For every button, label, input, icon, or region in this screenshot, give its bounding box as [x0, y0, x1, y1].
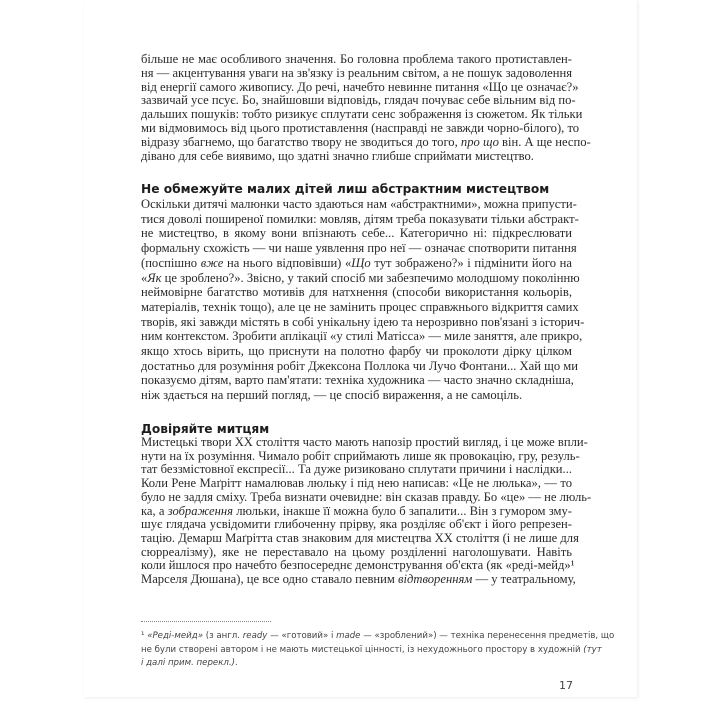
text-line [141, 256, 572, 271]
text-line [141, 93, 576, 108]
text-segment: це зроблено?». Звісно, у такий спосіб ми забезпечимо молодшому поколінню [161, 270, 580, 285]
text-line [141, 530, 579, 546]
text-line [141, 644, 602, 658]
text-line [141, 285, 572, 300]
text-segment: — «готовий» і [267, 631, 337, 641]
text-segment: шує глядача усвідомити глибоченну прірву, яка розділяє об'єкт і його репрезен- [141, 517, 572, 532]
text-segment: « [141, 270, 148, 285]
text-line [141, 314, 585, 330]
text-segment: він. А ще неспо- [498, 134, 591, 149]
italic-text: made [336, 631, 361, 641]
text-segment: коли йшлося про начебто безпосереднє демонстрування об'єкта (як «реді-мейд»¹ [141, 558, 575, 573]
text-segment: люльки, інакше її можна було б запалити... Він з гумором зму- [233, 503, 572, 518]
text-line [141, 489, 592, 505]
text-line [141, 558, 575, 573]
text-line [141, 241, 577, 256]
italic-text: Як [147, 270, 162, 285]
text-line [141, 134, 591, 150]
text-segment: якщо хтось вірить, що приснути на полотно фарбу чи проколоти дірку цілком [141, 344, 572, 359]
text-segment: — «зроблений») — техніка перенесення предметів, що [360, 631, 615, 641]
text-segment: ним контекстом. Зробити аплікації «у стилі Матісса» — миле заняття, але прикро, [141, 329, 583, 344]
text-segment: відразу збагнемо, що багатство твору не зводиться до того, [141, 134, 461, 149]
text-segment: ня — акцентування уваги на зв'язку із реальним світом, а не пошук задоволення [141, 65, 572, 80]
text-line [141, 299, 579, 315]
text-line [141, 226, 572, 241]
text-segment: від енергії самого живопису. До речі, начебто невинне питання «Що це означає?» [141, 79, 579, 94]
text-line [141, 546, 572, 560]
text-line [141, 197, 577, 212]
text-line [141, 79, 579, 95]
italic-text: відтворенням [398, 572, 473, 587]
text-segment: показуємо дітям, варто пам'ятати: техніка художника — часто значно складніша, [141, 373, 574, 388]
text-line [141, 518, 572, 532]
text-segment: на нього відповівши) « [223, 255, 352, 270]
text-segment: дальших пошуків: тобто ризикує сплутати сенс зображення із сюжетом. Як тільки [141, 107, 583, 122]
text-segment: творів, які завжди містять в собі унікальну ідею та нерозривно пов'язані з історич- [141, 314, 585, 329]
text-line [141, 463, 572, 477]
text-segment: . [234, 658, 238, 668]
section-heading-trust-artists: Довіряйте митцям [141, 422, 270, 436]
text-segment: ¹ [141, 631, 148, 641]
italic-text: (тут [583, 644, 602, 655]
paragraph-intro [141, 52, 591, 163]
italic-text: «Реді-мейд» [147, 631, 203, 641]
italic-text: ready [242, 631, 268, 641]
text-segment: неймовірне багатство мотивів для натхнення (способи використання кольорів, [141, 285, 572, 300]
text-line [141, 120, 580, 136]
text-segment: нути на їх розуміння. Чимало робіт сприймають лише як провокацію, гру, резуль- [141, 448, 580, 463]
footnote-divider [141, 621, 271, 622]
text-line [141, 373, 572, 388]
text-line [141, 150, 572, 164]
italic-text: вже [200, 255, 224, 270]
footnote [141, 630, 615, 671]
text-segment: дівано для себе виявимо, що здатні значно глибше сприймати мистецтво. [141, 148, 534, 163]
text-segment: достатньо для розуміння робіт Джексона Поллока чи Лучо Фонтани... Хай що ми [141, 358, 578, 373]
paragraph-trust-artists [141, 435, 592, 587]
text-segment: Оскільки дитячі малюнки часто здаються нам «абстрактними», можна припусти- [141, 197, 577, 211]
text-line [141, 630, 615, 644]
italic-text: зображення [167, 503, 233, 518]
text-segment: тацію. Демарш Маґрітта став знаковим для мистецтва XX століття (і не лише для [141, 530, 579, 545]
italic-text: і далі прим. перекл.) [141, 658, 235, 668]
text-line [141, 53, 572, 67]
italic-text: Що [351, 255, 371, 270]
text-line [141, 211, 579, 227]
text-segment: матеріалів, технік тощо), але це не замінить процес справжнього відкриття самих [141, 299, 579, 314]
text-line [141, 435, 588, 450]
text-line [141, 270, 580, 286]
text-line [141, 477, 572, 491]
page-number: 17 [559, 679, 573, 692]
text-line [141, 657, 572, 671]
paragraph-abstract-art [141, 197, 585, 403]
text-segment: не мистецтво, в якому вони впізнають себе... Категорично ні: підкреслювати [141, 226, 572, 241]
text-segment: тут зображено?» і підмінити його на [370, 255, 572, 270]
text-line [141, 329, 583, 344]
text-segment: зазвичай усе псує. Бо, знайшовши відповідь, глядач почуває себе вільним від по- [141, 93, 576, 108]
text-segment: не були створені автором і не мають мистецької цінності, із нехудожнього простору в художній [141, 644, 584, 655]
text-segment: Мистецькі твори XX століття часто мають напозір простий вигляд, і це може впли- [141, 435, 588, 449]
text-segment: ніж здається на перший погляд, — це спосіб вираження, а не самоціль. [141, 388, 523, 403]
text-segment: (з англ. [203, 631, 243, 641]
text-line [141, 344, 572, 359]
text-line [141, 448, 580, 464]
text-segment: — у театральному, [472, 572, 576, 587]
section-heading-abstract-art: Не обмежуйте малих дітей лиш абстрактним мистецтвом [141, 182, 550, 196]
italic-text: про що [460, 134, 499, 149]
text-line [141, 572, 576, 587]
text-line [141, 505, 572, 519]
text-segment: тися доволі поширеної помилки: мовляв, дітям треба показувати тільки абстракт- [141, 211, 579, 226]
text-line [141, 358, 578, 374]
text-line [141, 67, 572, 81]
text-segment: більше не має особливого значення. Бо головна проблема такого протиставлен- [141, 52, 572, 66]
text-segment: сюрреалізму), яке не переставало на цьому розділенні наголошувати. Навіть [141, 544, 572, 559]
text-segment: було не задля сміху. Треба визнати очевидне: він сказав правду. Бо «це» — не люль- [141, 489, 592, 504]
text-line [141, 388, 572, 403]
text-segment: Марселя Дюшана), це все одно ставало певним [141, 572, 399, 587]
text-segment: ка, а [141, 503, 168, 518]
text-segment: Коли Рене Маґрітт намалював люльку і під нею написав: «Це не люлька», — то [141, 476, 572, 491]
text-segment: (поспішно [141, 255, 201, 270]
text-segment: формальну схожість — чи наше уявлення про неї — означає спотворити питання [141, 241, 577, 256]
text-segment: ми відмовимось від цього протиставлення (насправді не завжди чорно-білого), то [141, 120, 580, 135]
text-line [141, 107, 583, 122]
text-segment: тат беззмістовної експресії... Та дуже ризиковано сплутати причини і наслідки... [141, 462, 572, 477]
